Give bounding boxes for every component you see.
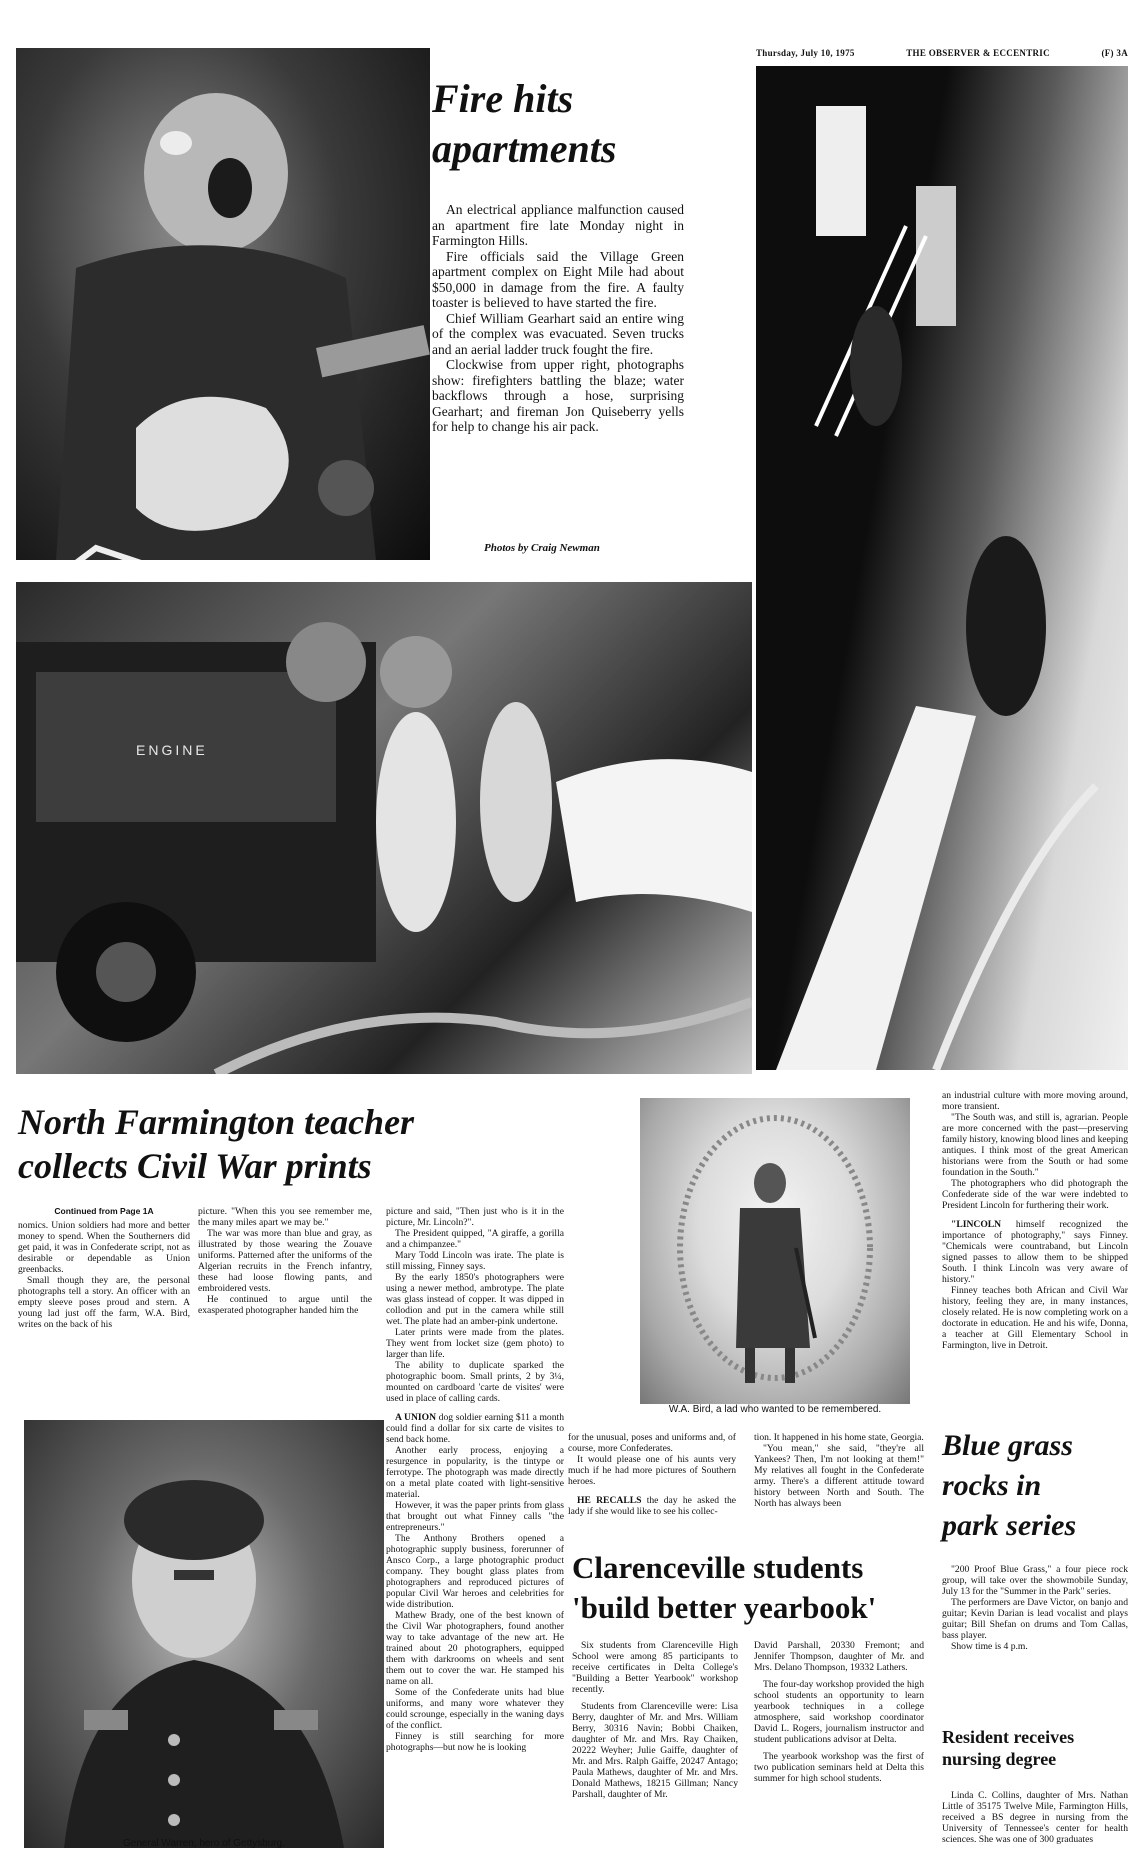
fire-paragraph: Fire officials said the Village Green apartment complex on Eight Mile had about $50,000 in damage from the fire. A faulty toaster is believed to have started the fire.: [432, 248, 684, 310]
photo-credit: Photos by Craig Newman: [484, 542, 600, 554]
clarenceville-paragraph: The four-day workshop provided the high school students an opportunity to learn yearbook techniques in a college atmosphere, said workshop coordinator David L. Rogers, journalism instructor and student publications advisor at Delta.: [754, 1679, 924, 1745]
blue-grass-headline-line2: rocks in: [942, 1469, 1042, 1502]
building-ladder-scene: [756, 66, 1128, 1070]
fire-headline-line2: apartments: [432, 126, 617, 171]
civil-war-paragraph: "The South was, and still is, agrarian. People are more concerned with the past—preserving family history, knowing blood lines and keeping antiques. I think most of the great American historians were from the South or had some foundation in the South.": [942, 1112, 1128, 1178]
fire-headline: [432, 74, 712, 174]
civil-war-paragraph: [568, 1495, 736, 1517]
clarenceville-headline-line2: 'build better yearbook': [572, 1590, 877, 1625]
civil-war-paragraph: "You mean," she said, "they're all Yankees? Then, I'm not looking at them!" My relatives all fought in the Confederate army. There's a different attitude toward history between North and South. The North has always been: [754, 1443, 924, 1509]
civil-war-text: the day he asked the lady if she would like to see his collec-: [568, 1495, 736, 1517]
civil-war-paragraph: Finney teaches both African and Civil War history, feeling they are, in many instances, closely related. He is now completing work on a doctorate in education. He and his wife, Donna, a teacher at Gill Elementary School in Farmington, live in Detroit.: [942, 1285, 1128, 1351]
civil-war-paragraph: He continued to argue until the exasperated photographer handed him the: [198, 1294, 372, 1316]
photo-firefighter-air-pack: [16, 48, 430, 560]
caption-general-warren: General Warren, hero of Gettysburg.: [123, 1838, 285, 1849]
clarenceville-paragraph: Students from Clarenceville were: Lisa Berry, daughter of Mr. and Mrs. William Berry, 30316 Navin; Bobbi Chaiken, daughter of Mr. and Mrs. Ray Chaiken, 20222 Weyher; Julie Gaiffe, daughter of Mr. and Mrs. Ralph Gaiffe, 20247 Antago; Paula Mathews, daughter of Mr. and Mrs. Donald Mathews, 18215 Gillman; Nancy Parshall, daughter of Mr.: [572, 1701, 738, 1800]
fire-paragraph: Chief William Gearhart said an entire wing of the complex was evacuated. Seven trucks and an aerial ladder truck fought the fire.: [432, 310, 684, 357]
clarenceville-headline: [572, 1548, 912, 1628]
blue-grass-body: [942, 1564, 1128, 1652]
blue-grass-headline: [942, 1426, 1132, 1546]
engine-door-lettering: ENGINE: [136, 742, 208, 758]
general-warren-portrait: [24, 1420, 384, 1848]
masthead: [756, 48, 1128, 62]
civil-war-paragraph: [386, 1412, 564, 1445]
civil-war-col5: [754, 1432, 924, 1509]
wa-bird-portrait: [640, 1098, 910, 1404]
civil-war-paragraph: The war was more than blue and gray, as illustrated by those wearing the Zouave uniforms. Patterned after the uniforms of the Algerian recruits in the French infantry, these had loose flowing pants, and embroidered vests.: [198, 1228, 372, 1294]
civil-war-paragraph: picture. "When this you see remember me, the many miles apart we may be.": [198, 1206, 372, 1228]
fire-headline-line1: Fire hits: [432, 76, 574, 121]
civil-war-paragraph: Mathew Brady, one of the best known of the Civil War photographers, found another way to take advantage of the new art. He trained about 20 photographers, equipped them with darkrooms on wheels and sent them out to cover the war. He stamped his name on all.: [386, 1610, 564, 1687]
civil-war-text: dog soldier earning $11 a month could find a dollar for six carte de visites to send back home.: [386, 1412, 564, 1445]
photo-general-warren: [24, 1420, 384, 1848]
civil-war-paragraph: Small though they are, the personal photographs tell a story. An officer with an empty sleeve poses proud and stern. A young lad just off the farm, W.A. Bird, writes on the back of his: [18, 1275, 190, 1330]
civil-war-paragraph: for the unusual, poses and uniforms and, of course, more Confederates.: [568, 1432, 736, 1454]
fire-paragraph: An electrical appliance malfunction caused an apartment fire late Monday night in Farmington Hills.: [432, 202, 684, 248]
civil-war-paragraph: Another early process, enjoying a resurgence in popularity, is the tintype or ferrotype. The photograph was made directly on a metal plate coated with light-sensitive material.: [386, 1445, 564, 1500]
blue-grass-headline-line3: park series: [942, 1509, 1077, 1542]
civil-war-paragraph: However, it was the paper prints from glass that brought out what Finney calls "the entrepreneurs.": [386, 1500, 564, 1533]
civil-war-headline-line2: collects Civil War prints: [18, 1146, 372, 1186]
civil-war-paragraph: tion. It happened in his home state, Georgia.: [754, 1432, 924, 1443]
section-lead-in: HE RECALLS: [577, 1495, 642, 1506]
civil-war-paragraph: By the early 1850's photographers were using a newer method, ambrotype. The plate was glass instead of copper. It was dipped in collodion and put in the camera while still wet. The plate had an amber-pink undertone.: [386, 1272, 564, 1327]
clarenceville-paragraph: David Parshall, 20330 Fremont; and Jennifer Thompson, daughter of Mr. and Mrs. Delano Thompson, 19332 Lathers.: [754, 1640, 924, 1673]
firefighter-figure: [16, 48, 430, 560]
civil-war-col4: [568, 1432, 736, 1517]
clarenceville-col1: [572, 1640, 738, 1800]
fire-paragraph: Clockwise from upper right, photographs show: firefighters battling the blaze; water backflows through a hose, surprising Gearhart; and fireman Jon Quiseberry yells for help to change his air pack.: [432, 357, 684, 434]
civil-war-paragraph: The photographers who did photograph the Confederate side of the war were indebted to President Lincoln for furthering their work.: [942, 1178, 1128, 1211]
masthead-date: Thursday, July 10, 1975: [756, 48, 855, 58]
civil-war-col6: [942, 1090, 1128, 1351]
section-lead-in: "LINCOLN: [951, 1219, 1002, 1230]
resident-headline-line1: Resident receives: [942, 1727, 1075, 1747]
clarenceville-paragraph: Six students from Clarenceville High School were among 85 participants to receive certificates in Delta College's "Building a Better Yearbook" workshop recently.: [572, 1640, 738, 1695]
photo-wa-bird: [640, 1098, 910, 1404]
masthead-paper: THE OBSERVER & ECCENTRIC: [906, 48, 1050, 58]
civil-war-paragraph: nomics. Union soldiers had more and better money to spend. When the Southerners did get paid, it was in Confederate script, not as desirable or dependable as Union greenbacks.: [18, 1220, 190, 1275]
civil-war-col3: [386, 1206, 564, 1753]
civil-war-paragraph: picture and said, "Then just who is it in the picture, Mr. Lincoln?".: [386, 1206, 564, 1228]
blue-grass-paragraph: Show time is 4 p.m.: [951, 1641, 1028, 1652]
civil-war-paragraph: [942, 1219, 1128, 1285]
civil-war-paragraph: an industrial culture with more moving around, more transient.: [942, 1090, 1128, 1112]
civil-war-paragraph: Later prints were made from the plates. They went from locket size (gem photo) to larger than life.: [386, 1327, 564, 1360]
civil-war-col1: [18, 1206, 190, 1330]
resident-body: [942, 1790, 1128, 1845]
section-lead-in: A UNION: [395, 1412, 437, 1423]
civil-war-paragraph: The Anthony Brothers opened a photographic supply business, forerunner of Ansco Corp., a large photographic product company. They bought glass plates from photographers and reproduced pictures of popular Civil War heroes and celebrities for wide distribution.: [386, 1533, 564, 1610]
civil-war-paragraph: It would please one of his aunts very much if he had more pictures of Southern heroes.: [568, 1454, 736, 1487]
clarenceville-paragraph: The yearbook workshop was the first of two publication seminars held at Delta this summer for high school students.: [754, 1751, 924, 1784]
civil-war-paragraph: The ability to duplicate sparked the photographic boom. Small prints, 2 by 3¼, mounted on cardboard 'carte de visites' were used in place of calling cards.: [386, 1360, 564, 1404]
masthead-page: (F) 3A: [1101, 48, 1128, 58]
caption-wa-bird: W.A. Bird, a lad who wanted to be remembered.: [668, 1404, 882, 1415]
photo-firefighters-ladder: [756, 66, 1128, 1070]
fire-story-body: [432, 202, 684, 435]
civil-war-col2: [198, 1206, 372, 1316]
resident-headline: [942, 1726, 1132, 1770]
clarenceville-col2: [754, 1640, 924, 1784]
resident-headline-line2: nursing degree: [942, 1749, 1057, 1769]
civil-war-headline-line1: North Farmington teacher: [18, 1102, 415, 1142]
resident-paragraph: Linda C. Collins, daughter of Mrs. Nathan Little of 35175 Twelve Mile, Farmington Hills, received a BS degree in nursing from the University of Tennessee's center for health sciences. She was one of 300 graduates: [942, 1790, 1128, 1845]
civil-war-headline: [18, 1100, 638, 1188]
civil-war-paragraph: The President quipped, "A giraffe, a gorilla and a chimpanzee.": [386, 1228, 564, 1250]
civil-war-paragraph: Mary Todd Lincoln was irate. The plate is still missing, Finney says.: [386, 1250, 564, 1272]
clarenceville-headline-line1: Clarenceville students: [572, 1550, 864, 1585]
civil-war-paragraph: Finney is still searching for more photographs—but now he is looking: [386, 1731, 564, 1753]
blue-grass-paragraph: The performers are Dave Victor, on banjo and guitar; Kevin Darian is lead vocalist and plays guitar; Bill Shefan on drums and Tom Callas, bass player.: [942, 1597, 1128, 1641]
civil-war-text: himself recognized the importance of photography," says Finney. "Chemicals were countraband, but Lincoln signed passes to allow them to be shipped South. I think Lincoln was very aware of history.": [942, 1219, 1128, 1285]
continued-label: Continued from Page 1A: [54, 1206, 154, 1216]
civil-war-paragraph: Some of the Confederate units had blue uniforms, and many wore whatever they could scrounge, especially in the waning days of the conflict.: [386, 1687, 564, 1731]
photo-fire-engine-hose: [16, 582, 752, 1074]
blue-grass-headline-line1: Blue grass: [942, 1429, 1073, 1462]
fire-engine-scene: [16, 582, 752, 1074]
blue-grass-paragraph: "200 Proof Blue Grass," a four piece rock group, will take over the showmobile Sunday, July 13 for the "Summer in the Park" series.: [942, 1564, 1128, 1597]
